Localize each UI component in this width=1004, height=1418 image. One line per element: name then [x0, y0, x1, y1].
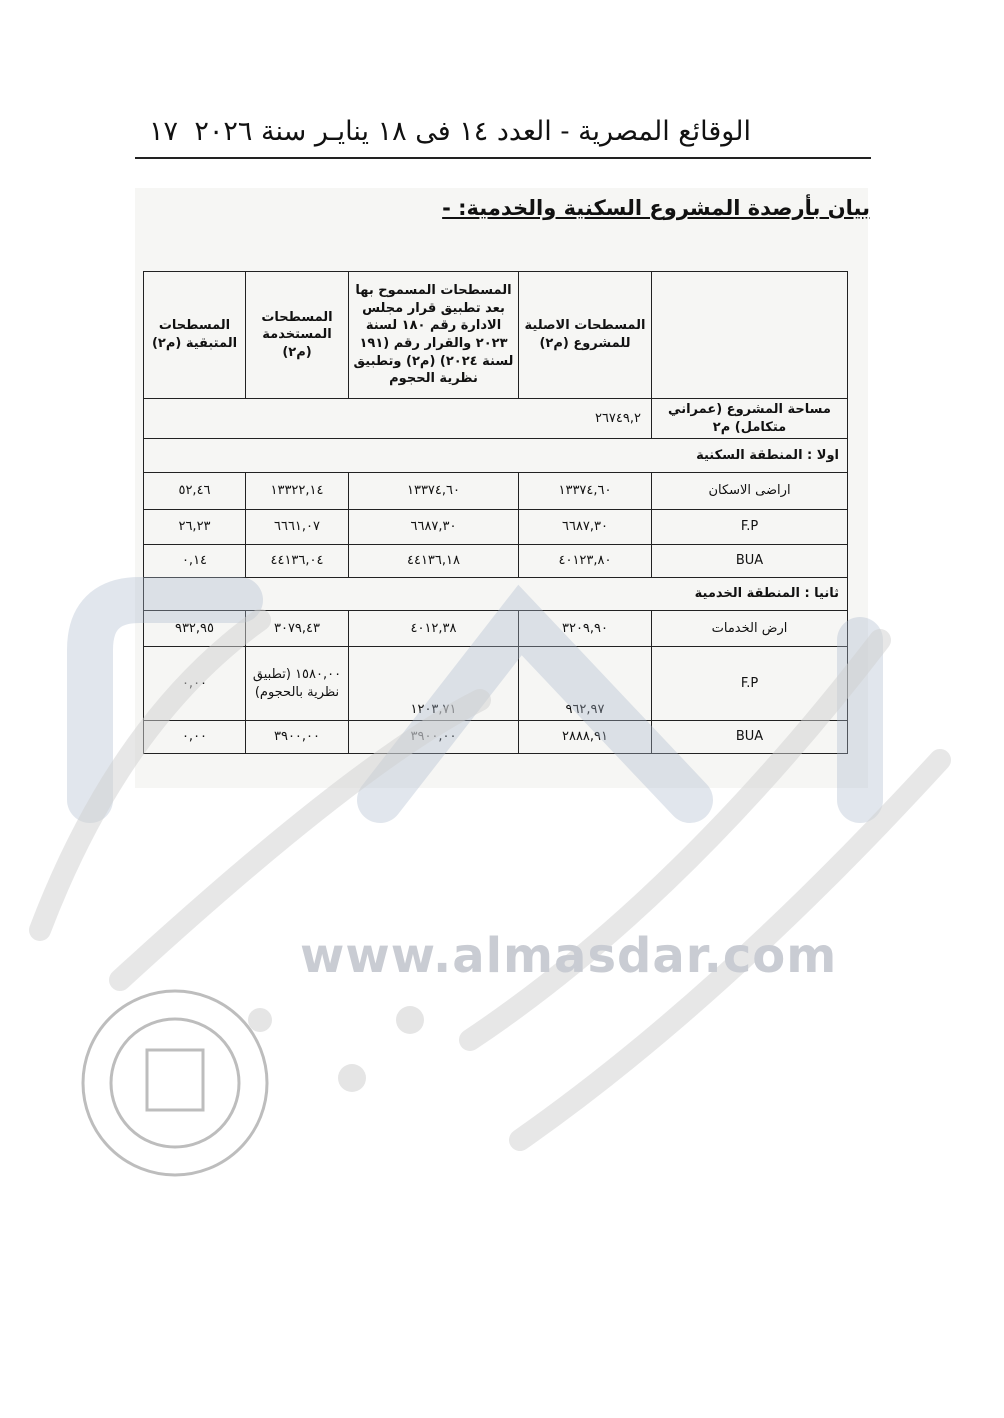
row-label: ارض الخدمات [652, 611, 848, 647]
row-label: BUA [652, 545, 848, 578]
cell-allowed: ١٣٣٧٤,٦٠ [349, 473, 519, 510]
cell-original: ٢٨٨٨,٩١ [519, 721, 652, 754]
cell-original: ٦٦٨٧,٣٠ [519, 510, 652, 545]
section-title: بيان بأرصدة المشروع السكنية والخدمية: - [442, 196, 870, 220]
header-original-areas: المسطحات الاصلية للمشروع (م٢) [519, 272, 652, 399]
header-remaining-areas: المسطحات المتبقية (م٢) [144, 272, 246, 399]
cell-original: ٩٦٢,٩٧ [519, 647, 652, 721]
cell-remaining: ٢٦,٢٣ [144, 510, 246, 545]
cell-used: ٤٤١٣٦,٠٤ [246, 545, 349, 578]
cell-remaining: ٠,٠٠ [144, 721, 246, 754]
ministry-seal-icon [83, 991, 267, 1175]
cell-used: ١٥٨٠,٠٠ (تطبيق نظرية بالحجوم) [246, 647, 349, 721]
row-label: F.P [652, 510, 848, 545]
cell-allowed: ١٢٠٣,٧١ [349, 647, 519, 721]
project-area-label: مساحة المشروع (عمراني متكامل) م٢ [652, 399, 848, 439]
cell-remaining: ٥٢,٤٦ [144, 473, 246, 510]
header-allowed-areas: المسطحات المسموح بها بعد تطبيق قرار مجلس الادارة رقم ١٨٠ لسنة ٢٠٢٣ والقرار رقم (١٩١ لسنة ٢٠٢٤) (م٢) وتطبيق نظرية الحجوم [349, 272, 519, 399]
cell-original: ٤٠١٢٣,٨٠ [519, 545, 652, 578]
row-label: اراضى الاسكان [652, 473, 848, 510]
cell-allowed: ٤٠١٢,٣٨ [349, 611, 519, 647]
header-used-areas: المسطحات المستخدمة (م٢) [246, 272, 349, 399]
cell-remaining: ٠,١٤ [144, 545, 246, 578]
cell-allowed: ٤٤١٣٦,١٨ [349, 545, 519, 578]
cell-remaining: ٩٣٢,٩٥ [144, 611, 246, 647]
cell-allowed: ٣٩٠٠,٠٠ [349, 721, 519, 754]
cell-allowed: ٦٦٨٧,٣٠ [349, 510, 519, 545]
cell-used: ٦٦٦١,٠٧ [246, 510, 349, 545]
section-services-title: ثانيا : المنطقة الخدمية [144, 578, 848, 611]
cell-original: ١٣٣٧٤,٦٠ [519, 473, 652, 510]
cell-used: ١٣٣٢٢,١٤ [246, 473, 349, 510]
row-label: F.P [652, 647, 848, 721]
cell-original: ٣٢٠٩,٩٠ [519, 611, 652, 647]
watermark-url: www.almasdar.com [300, 928, 838, 984]
cell-used: ٣٠٧٩,٤٣ [246, 611, 349, 647]
cell-remaining: ٠,٠٠ [144, 647, 246, 721]
section-residential-title: اولا : المنطقة السكنية [144, 439, 848, 473]
gazette-title: الوقائع المصرية - العدد ١٤ فى ١٨ ينايـر سنة ٢٠٢٦ [194, 116, 751, 147]
row-label: BUA [652, 721, 848, 754]
project-area-value: ٢٦٧٤٩,٢ [144, 399, 652, 439]
cell-used: ٣٩٠٠,٠٠ [246, 721, 349, 754]
page-number: ١٧ [149, 116, 179, 147]
